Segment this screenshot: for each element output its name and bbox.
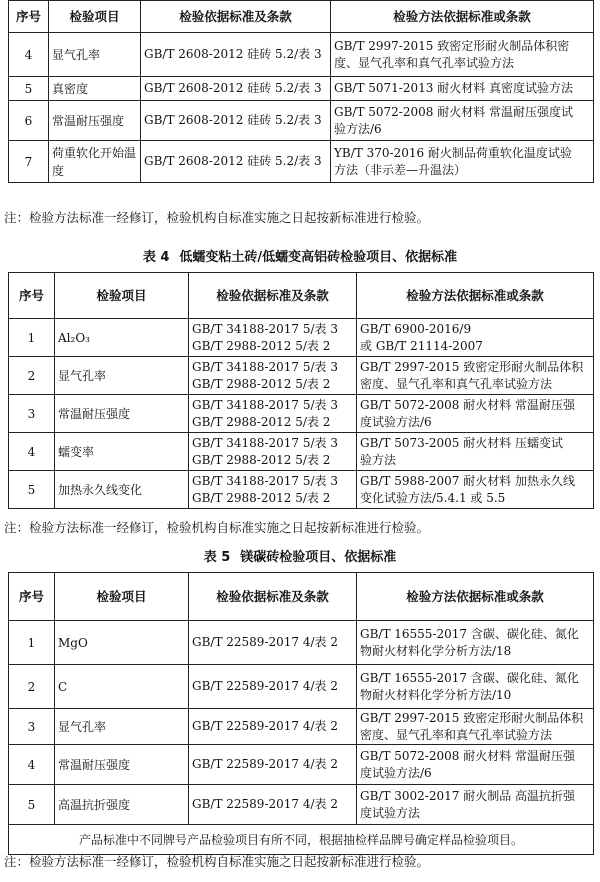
method-line: 验方法 xyxy=(360,452,397,467)
basis-line: GB/T 22589-2017 4/表 2 xyxy=(192,635,338,649)
method-standard xyxy=(357,471,594,509)
table-row xyxy=(9,471,594,509)
header-cell: 检验方法依据标准或条款 xyxy=(331,1,594,33)
table-header-row xyxy=(9,573,594,621)
basis-standard xyxy=(141,141,331,183)
method-line: 度试验方法/6 xyxy=(360,765,432,780)
method-line: 物耐火材料化学分析方法/18 xyxy=(360,643,512,658)
basis-line: GB/T 2988-2012 5/表 2 xyxy=(192,338,331,353)
table-header-row xyxy=(9,1,594,33)
method-line: GB/T 6900-2016/9 xyxy=(360,321,472,336)
basis-standard xyxy=(189,395,357,433)
row-number: 6 xyxy=(9,101,49,141)
table-note: 注：检验方法标准一经修订，检验机构自标准实施之日起按新标准进行检验。 xyxy=(4,854,430,869)
basis-line: GB/T 2608-2012 硅砖 5.2/表 3 xyxy=(144,81,322,95)
basis-line: GB/T 34188-2017 5/表 3 xyxy=(192,473,338,488)
method-line: GB/T 5988-2007 耐火材料 加热永久线 xyxy=(360,473,576,488)
method-standard xyxy=(331,141,594,183)
basis-line: GB/T 34188-2017 5/表 3 xyxy=(192,359,338,374)
test-item: Al₂O₃ xyxy=(55,319,189,357)
caption-number: 表 4 xyxy=(142,250,170,265)
method-standard xyxy=(331,77,594,101)
method-line: 密度、显气孔率和真气孔率试验方法 xyxy=(360,376,553,391)
table-row xyxy=(9,101,594,141)
basis-line: GB/T 22589-2017 4/表 2 xyxy=(192,757,338,771)
basis-line: GB/T 2608-2012 硅砖 5.2/表 3 xyxy=(144,113,322,127)
basis-line: GB/T 22589-2017 4/表 2 xyxy=(192,797,338,811)
method-standard xyxy=(357,433,594,471)
basis-standard xyxy=(141,33,331,77)
basis-line: GB/T 22589-2017 4/表 2 xyxy=(192,719,338,733)
row-number: 1 xyxy=(9,319,55,357)
table-continued xyxy=(8,0,594,183)
method-line: 密度、显气孔率和真气孔率试验方法 xyxy=(360,727,553,742)
method-standard xyxy=(357,709,594,745)
method-line: GB/T 16555-2017 含碳、碳化硅、氮化 xyxy=(360,670,579,685)
table-footer-text: 产品标准中不同牌号产品检验项目有所不同，根据抽检样品牌号确定样品检验项目。 xyxy=(9,825,594,855)
caption-number: 表 5 xyxy=(203,550,231,565)
table-header-row xyxy=(9,273,594,319)
table-row xyxy=(9,433,594,471)
table-5 xyxy=(8,572,594,855)
basis-standard xyxy=(189,319,357,357)
basis-standard xyxy=(141,77,331,101)
method-line: 物耐火材料化学分析方法/10 xyxy=(360,687,512,702)
table-row xyxy=(9,621,594,665)
basis-line: GB/T 34188-2017 5/表 3 xyxy=(192,321,338,336)
table-body xyxy=(9,621,594,825)
basis-line: GB/T 34188-2017 5/表 3 xyxy=(192,435,338,450)
test-item: 显气孔率 xyxy=(55,709,189,745)
header-cell: 序号 xyxy=(9,1,49,33)
row-number: 2 xyxy=(9,357,55,395)
method-line: GB/T 5073-2005 耐火材料 压蠕变试 xyxy=(360,435,564,450)
header-cell: 检验方法依据标准或条款 xyxy=(357,273,594,319)
table-row xyxy=(9,357,594,395)
test-item: 常温耐压强度 xyxy=(55,395,189,433)
method-standard xyxy=(331,33,594,77)
method-standard xyxy=(357,745,594,785)
test-item: 高温抗折强度 xyxy=(55,785,189,825)
method-standard xyxy=(357,395,594,433)
basis-line: GB/T 34188-2017 5/表 3 xyxy=(192,397,338,412)
header-cell: 检验项目 xyxy=(55,273,189,319)
header-cell: 序号 xyxy=(9,573,55,621)
basis-standard xyxy=(189,665,357,709)
basis-line: GB/T 2988-2012 5/表 2 xyxy=(192,452,331,467)
table-body xyxy=(9,319,594,509)
table-note: 注：检验方法标准一经修订，检验机构自标准实施之日起按新标准进行检验。 xyxy=(4,520,430,535)
basis-standard xyxy=(189,785,357,825)
header-cell: 检验方法依据标准或条款 xyxy=(357,573,594,621)
test-item: 常温耐压强度 xyxy=(55,745,189,785)
table-4 xyxy=(8,272,594,509)
test-item: MgO xyxy=(55,621,189,665)
method-standard xyxy=(331,101,594,141)
table-caption xyxy=(0,546,600,565)
test-item: 显气孔率 xyxy=(55,357,189,395)
method-standard xyxy=(357,621,594,665)
method-line: 度、显气孔率和真气孔率试验方法 xyxy=(334,55,515,70)
test-item: 常温耐压强度 xyxy=(49,101,141,141)
test-item: C xyxy=(55,665,189,709)
basis-line: GB/T 2608-2012 硅砖 5.2/表 3 xyxy=(144,154,322,168)
header-cell: 序号 xyxy=(9,273,55,319)
row-number: 3 xyxy=(9,395,55,433)
basis-line: GB/T 22589-2017 4/表 2 xyxy=(192,679,338,693)
method-standard xyxy=(357,665,594,709)
method-line: GB/T 5072-2008 耐火材料 常温耐压强 xyxy=(360,748,576,763)
basis-standard xyxy=(189,709,357,745)
row-number: 5 xyxy=(9,785,55,825)
row-number: 4 xyxy=(9,433,55,471)
table-note: 注：检验方法标准一经修订，检验机构自标准实施之日起按新标准进行检验。 xyxy=(4,210,430,225)
test-item: 真密度 xyxy=(49,77,141,101)
caption-title: 低蠕变粘土砖/低蠕变高铝砖检验项目、依据标准 xyxy=(179,250,458,265)
test-item: 蠕变率 xyxy=(55,433,189,471)
row-number: 4 xyxy=(9,33,49,77)
table-row xyxy=(9,141,594,183)
method-standard xyxy=(357,357,594,395)
method-line: 度试验方法 xyxy=(360,805,421,820)
row-number: 5 xyxy=(9,77,49,101)
method-line: GB/T 3002-2017 耐火制品 高温抗折强 xyxy=(360,788,576,803)
method-line: GB/T 5072-2008 耐火材料 常温耐压强度试 xyxy=(334,104,574,119)
row-number: 3 xyxy=(9,709,55,745)
method-line: 度试验方法/6 xyxy=(360,414,432,429)
method-standard xyxy=(357,319,594,357)
caption-title: 镁碳砖检验项目、依据标准 xyxy=(240,550,397,565)
table-row xyxy=(9,665,594,709)
table-footer-row xyxy=(9,825,594,855)
method-standard xyxy=(357,785,594,825)
table-row xyxy=(9,319,594,357)
row-number: 1 xyxy=(9,621,55,665)
basis-standard xyxy=(189,357,357,395)
basis-standard xyxy=(189,621,357,665)
method-line: 方法（非示差—升温法） xyxy=(334,162,467,177)
method-line: GB/T 16555-2017 含碳、碳化硅、氮化 xyxy=(360,626,579,641)
row-number: 2 xyxy=(9,665,55,709)
basis-line: GB/T 2608-2012 硅砖 5.2/表 3 xyxy=(144,47,322,61)
header-cell: 检验依据标准及条款 xyxy=(141,1,331,33)
test-item: 荷重软化开始温度 xyxy=(49,141,141,183)
test-item: 加热永久线变化 xyxy=(55,471,189,509)
row-number: 4 xyxy=(9,745,55,785)
basis-standard xyxy=(189,471,357,509)
header-cell: 检验依据标准及条款 xyxy=(189,573,357,621)
basis-line: GB/T 2988-2012 5/表 2 xyxy=(192,414,331,429)
method-line: GB/T 5071-2013 耐火材料 真密度试验方法 xyxy=(334,81,574,95)
row-number: 5 xyxy=(9,471,55,509)
method-line: GB/T 5072-2008 耐火材料 常温耐压强 xyxy=(360,397,576,412)
table-caption xyxy=(0,246,600,265)
basis-standard xyxy=(189,745,357,785)
method-line: 验方法/6 xyxy=(334,121,382,136)
table-row xyxy=(9,745,594,785)
method-line: GB/T 2997-2015 致密定形耐火制品体积 xyxy=(360,710,584,725)
table-row xyxy=(9,77,594,101)
table-row xyxy=(9,709,594,745)
header-cell: 检验依据标准及条款 xyxy=(189,273,357,319)
header-cell: 检验项目 xyxy=(55,573,189,621)
test-item: 显气孔率 xyxy=(49,33,141,77)
row-number: 7 xyxy=(9,141,49,183)
method-line: GB/T 2997-2015 致密定形耐火制品体积 xyxy=(360,359,584,374)
basis-line: GB/T 2988-2012 5/表 2 xyxy=(192,376,331,391)
table-row xyxy=(9,33,594,77)
table-row xyxy=(9,395,594,433)
method-line: 变化试验方法/5.4.1 或 5.5 xyxy=(360,490,506,505)
basis-line: GB/T 2988-2012 5/表 2 xyxy=(192,490,331,505)
basis-standard xyxy=(189,433,357,471)
method-line: YB/T 370-2016 耐火制品荷重软化温度试验 xyxy=(334,145,572,160)
method-line: 或 GB/T 21114-2007 xyxy=(360,338,483,353)
method-line: GB/T 2997-2015 致密定形耐火制品体积密 xyxy=(334,38,570,53)
table-row xyxy=(9,785,594,825)
basis-standard xyxy=(141,101,331,141)
table-body xyxy=(9,33,594,183)
header-cell: 检验项目 xyxy=(49,1,141,33)
